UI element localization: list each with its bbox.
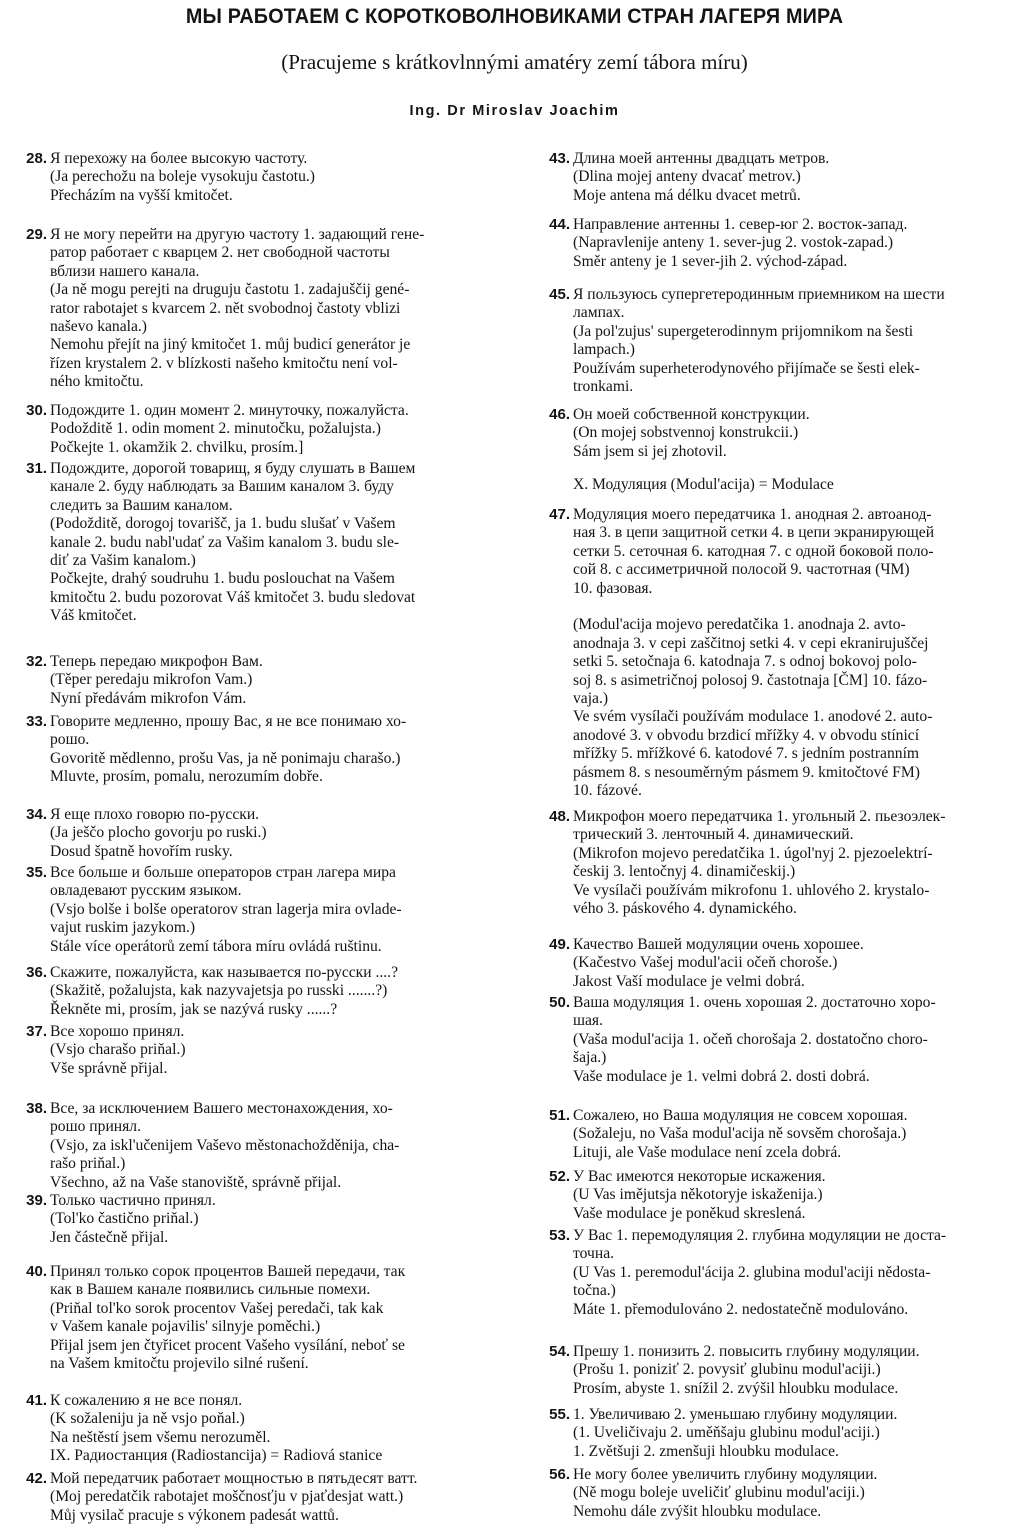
left-column — [14, 150, 520, 1530]
entry-line: Не могу более увеличить глубину модуляции. — [573, 1466, 878, 1483]
entry-line: Принял только сорок процентов Вашей передачи, так — [50, 1263, 406, 1280]
entry-line: Vše správně přijal. — [50, 1059, 168, 1077]
phrase-entry — [537, 150, 1023, 205]
entry-number: 55. — [549, 1406, 570, 1423]
entry-number: 29. — [26, 226, 47, 243]
phrase-entry — [14, 1263, 520, 1373]
entry-line: Sám jsem si jej zhotovil. — [573, 442, 727, 460]
entry-line: (Vsjo bolše i bolše operatorov stran lagerja mira ovlade- — [50, 900, 402, 918]
entry-number: 41. — [26, 1392, 47, 1409]
phrase-entry — [537, 286, 1023, 396]
entry-line: vaja.) — [573, 690, 609, 708]
entry-line: (Sožaleju, no Vaša modul'acija ně sovsěm chorošaja.) — [573, 1125, 907, 1143]
phrase-entry — [14, 1392, 520, 1447]
entry-line: v Vašem kanale pojavilis' silnyje poměchi.) — [50, 1318, 321, 1336]
entry-line: Prosím, abyste 1. snížil 2. zvýšil hloubku modulace. — [573, 1379, 899, 1397]
entry-line: 10. fázové. — [573, 782, 642, 800]
entry-line: vajut ruskim jazykom.) — [50, 919, 196, 937]
entry-number: 31. — [26, 460, 47, 477]
entry-line: (Moj peredatčik rabotajet moščnosťju v pjaťdesjat watt.) — [50, 1488, 404, 1506]
entry-line: rator rabotajet s kvarcem 2. nět svobodnoj častoty vblizi — [50, 299, 401, 317]
entry-line: Он моей собственной конструкции. — [573, 406, 810, 423]
entry-line: Vaše modulace je 1. velmi dobrá 2. dosti dobrá. — [573, 1067, 870, 1085]
entry-line: лампах. — [573, 304, 625, 322]
entry-line: Длина моей антенны двадцать метров. — [573, 150, 830, 167]
entry-number: 36. — [26, 964, 47, 981]
phrase-entry — [537, 1107, 1023, 1162]
entry-line: сетки 5. сеточная 6. катодная 7. с одной боковой поло- — [573, 542, 934, 560]
entry-line: Vaše modulace je poněkud skreslená. — [573, 1204, 806, 1222]
entry-line: (Ja pol'zujus' supergeterodinnym prijomnikom na šesti — [573, 322, 914, 340]
entry-line: Máte 1. přemodulováno 2. nedostatečně modulováno. — [573, 1300, 909, 1318]
entry-line: Počkejte 1. okamžik 2. chvilku, prosím.] — [50, 438, 304, 456]
entry-line: Na neštěstí jsem všemu nerozuměl. — [50, 1428, 271, 1446]
entry-line: (Kačestvo Vašej modul'acii očeň choroše.) — [573, 954, 838, 972]
phrase-entry — [537, 406, 1023, 461]
entry-line: Я пользуюсь супергетеродинным приемником на шести — [573, 286, 945, 303]
phrase-entry — [14, 150, 520, 205]
entry-number: 33. — [26, 713, 47, 730]
entry-line: Ve svém vysílači používám modulace 1. anodové 2. auto- — [573, 708, 933, 726]
entry-line: Сожалею, но Ваша модуляция не совсем хорошая. — [573, 1107, 908, 1124]
phrase-entry — [14, 402, 520, 457]
entry-line: (Skažitě, požalujsta, kak nazyvajetsja po russki .......?) — [50, 982, 388, 1000]
entry-number: 40. — [26, 1263, 47, 1280]
entry-line: 10. фазовая. — [573, 579, 653, 597]
phrase-entry — [537, 216, 1023, 271]
entry-line: Přijal jsem jen čtyřicet procent Vašeho vysílání, neboť se — [50, 1336, 405, 1354]
entry-line: Používám superheterodynového přijímače se šesti elek- — [573, 359, 920, 377]
entry-line: (U Vas iměјutsja někotoryje iskaženija.) — [573, 1186, 823, 1204]
entry-line: Скажите, пожалуйста, как называется по-русски ....? — [50, 964, 399, 981]
entry-line: Направление антенны 1. север-юг 2. восток-запад. — [573, 216, 908, 233]
phrase-entry — [14, 1100, 520, 1192]
entry-line: Только частично принял. — [50, 1192, 216, 1209]
entry-number: 50. — [549, 994, 570, 1011]
entry-line: tronkami. — [573, 378, 634, 396]
entry-line: (Ně mogu boleje uveličiť glubinu modul'aciji.) — [573, 1484, 865, 1502]
entry-line: Подождите 1. один момент 2. минуточку, пожалуйста. — [50, 402, 409, 419]
entry-line: как в Вашем канале появились сильные помехи. — [50, 1281, 371, 1299]
phrase-entry — [537, 994, 1023, 1086]
entry-line: (Vsjo charašo priňal.) — [50, 1041, 186, 1059]
entry-line: Jakost Vaší modulace je velmi dobrá. — [573, 972, 805, 990]
entry-line: канале 2. буду наблюдать за Вашим каналом 3. буду — [50, 478, 394, 496]
phrase-entry — [14, 226, 520, 392]
section-heading: IX. Радиостанция (Radiostancija) = Radiová stanice — [50, 1447, 383, 1464]
entry-line: (Ja perechožu na boleje vysokuju častotu.) — [50, 168, 316, 186]
entry-line: (K sožaleniju ja ně vsjo poňal.) — [50, 1410, 245, 1428]
entry-line: (Prošu 1. poniziť 2. povysiť glubinu modul'aciji.) — [573, 1361, 881, 1379]
phrase-entry — [537, 936, 1023, 991]
entry-line: Модуляция моего передатчика 1. анодная 2. автоанод- — [573, 506, 932, 523]
entry-line: сой 8. с ассиметричной полосой 9. частотная (ЧМ) — [573, 561, 910, 579]
phrase-entry — [14, 460, 520, 626]
entry-number: 30. — [26, 402, 47, 419]
entry-line: Směr anteny je 1 sever-jih 2. východ-západ. — [573, 252, 848, 270]
entry-line: Váš kmitočet. — [50, 607, 137, 625]
entry-line: Moje antena má délku dvacet metrů. — [573, 186, 801, 204]
entry-line: kmitočtu 2. budu pozorovat Váš kmitočet 3. budu sledovat — [50, 588, 416, 606]
entry-line: (Vaša modul'acija 1. očeň chorošaja 2. dostatočno choro- — [573, 1030, 928, 1048]
entry-number: 42. — [26, 1470, 47, 1487]
phrase-entry — [537, 1168, 1023, 1223]
entry-line: овладевают русским языком. — [50, 882, 242, 900]
entry-line: (Vsjo, za iskl'učenijem Vaševo městonachožděnija, cha- — [50, 1136, 400, 1154]
phrase-entry — [14, 1023, 520, 1078]
phrase-entry — [14, 806, 520, 861]
entry-line: na Vašem kmitočtu projevilo silné rušení. — [50, 1355, 309, 1373]
entry-number: 54. — [549, 1343, 570, 1360]
entry-line: setki 5. setočnaja 6. katodnaja 7. s odnoj bokovoj polo- — [573, 653, 917, 671]
entry-number: 46. — [549, 406, 570, 423]
entry-number: 52. — [549, 1168, 570, 1185]
entry-line: (U Vas 1. peremodul'ácija 2. glubina modul'aciji nědostа- — [573, 1263, 931, 1281]
entry-number: 53. — [549, 1227, 570, 1244]
entry-line: vého 3. páskového 4. dynamického. — [573, 900, 797, 918]
entry-line: (Dlina mojej anteny dvacať metrov.) — [573, 168, 801, 186]
phrase-entry — [537, 1406, 1023, 1461]
entry-line: lampach.) — [573, 341, 635, 359]
entry-line: soj 8. s asimetričnoj polosoj 9. častotnaja [ČM] 10. fázo- — [573, 671, 928, 689]
entry-number: 45. — [549, 286, 570, 303]
entry-line: diť za Vašim kanalom.) — [50, 552, 196, 570]
entry-line: ратор работает с кварцем 2. нет свободной частоты — [50, 244, 390, 262]
entry-line: rašo priňal.) — [50, 1155, 126, 1173]
entry-line: У Вас имеются некоторые искажения. — [573, 1168, 826, 1185]
entry-line: (Modul'acija mojevo peredatčika 1. anodnaja 2. avto- — [573, 616, 906, 634]
entry-number: 38. — [26, 1100, 47, 1117]
entry-line — [573, 598, 1023, 616]
entry-line: Počkejte, drahý soudruhu 1. budu poslouchat na Vašem — [50, 570, 395, 588]
entry-line: У Вас 1. перемодуляция 2. глубина модуляции не доста- — [573, 1227, 947, 1244]
entry-line: (On mojej sobstvennoj konstrukcii.) — [573, 424, 799, 442]
phrase-entry — [14, 1192, 520, 1247]
entry-line: Теперь передаю микрофон Вам. — [50, 653, 263, 670]
entry-line: Nemohu přejít na jiný kmitočet 1. můj budicí generátor je — [50, 336, 411, 354]
entry-line: Все, за исключением Вашего местонахождения, хо- — [50, 1100, 393, 1117]
entry-line: (Priňal tol'ko sorok procentov Vašej peredači, tak kak — [50, 1299, 384, 1317]
entry-line: К сожалению я не все понял. — [50, 1392, 243, 1409]
entry-line: řízen krystalem 2. v blízkosti našeho kmitočtu není vol- — [50, 354, 398, 372]
entry-number: 37. — [26, 1023, 47, 1040]
section-heading: X. Модуляция (Modul'acija) = Modulace — [573, 476, 834, 493]
entry-line: Ve vysílači používám mikrofonu 1. uhlového 2. krystalo- — [573, 881, 930, 899]
phrase-entry — [14, 653, 520, 708]
page-title: МЫ РАБОТАЕМ С КОРОТКОВОЛНОВИКАМИ СТРАН ЛАГЕРЯ МИРА — [185, 4, 844, 28]
phrase-entry — [537, 1227, 1023, 1319]
entry-line: Přecházím na vyšší kmitočet. — [50, 186, 233, 204]
entry-line: Nemohu dále zvýšit hloubku modulace. — [573, 1502, 822, 1520]
entry-line: Я не могу перейти на другую частоту 1. задающий гене- — [50, 226, 425, 243]
entry-number: 47. — [549, 506, 570, 523]
entry-line: mřížky 5. mřížkové 6. katodové 7. s jedním postranním — [573, 745, 920, 763]
entry-line: Lituji, ale Vaše modulace není zcela dobrá. — [573, 1143, 842, 1161]
entry-line: Podožditě 1. odin moment 2. minutočku, požalujsta.) — [50, 420, 381, 438]
entry-line: Jen částečně přijal. — [50, 1228, 169, 1246]
entry-line: точна. — [573, 1245, 615, 1263]
phrase-entry — [14, 713, 520, 787]
entry-number: 56. — [549, 1466, 570, 1483]
entry-number: 35. — [26, 864, 47, 881]
entry-line: Подождите, дорогой товарищ, я буду слушать в Вашем — [50, 460, 416, 477]
entry-line: Dosud špatně hovořím rusky. — [50, 842, 233, 860]
entry-line: Прешу 1. понизить 2. повысить глубину модуляции. — [573, 1343, 920, 1360]
entry-line: Качество Вашей модуляции очень хорошее. — [573, 936, 864, 953]
entry-number: 28. — [26, 150, 47, 167]
phrase-entry — [537, 808, 1023, 918]
entry-line: Řekněte mi, prosím, jak se nazývá rusky ......? — [50, 1000, 338, 1018]
entry-line: Všechno, až na Vaše stanoviště, správně přijal. — [50, 1173, 342, 1191]
entry-line: (Podožditě, dorogoj tovarišč, ja 1. budu slušať v Vašem — [50, 515, 396, 533]
entry-line: (Tol'ko častično priňal.) — [50, 1210, 199, 1228]
entry-line: 1. Увеличиваю 2. уменьшаю глубину модуляции. — [573, 1406, 898, 1423]
entry-line: kanale 2. budu nabl'udať za Vašim kanalom 3. budu sle- — [50, 533, 400, 551]
entry-line: рошо принял. — [50, 1118, 141, 1136]
entry-line: českij 3. lentočnyj 4. dinamičeskij.) — [573, 863, 796, 881]
entry-number: 34. — [26, 806, 47, 823]
entry-line: Говорите медленно, прошу Вас, я не все понимаю хо- — [50, 713, 407, 730]
right-column — [537, 150, 1023, 1530]
entry-line: ная 3. в цепи защитной сетки 4. в цепи экранирующей — [573, 524, 935, 542]
entry-line: следить за Вашим каналом. — [50, 496, 233, 514]
entry-line: Govoritě mědlenno, prošu Vas, ja ně ponimaju charašo.) — [50, 749, 401, 767]
entry-number: 48. — [549, 808, 570, 825]
entry-line: točna.) — [573, 1282, 616, 1300]
entry-line: (1. Uveličivaju 2. uměňšaju glubinu modul'aciji.) — [573, 1424, 880, 1442]
entry-line: (Ja ješčo plocho govorju po ruski.) — [50, 824, 267, 842]
entry-line: Я еще плохо говорю по-русски. — [50, 806, 260, 823]
entry-line: (Napravlenije anteny 1. sever-jug 2. vostok-zapad.) — [573, 234, 894, 252]
phrase-entry — [537, 1466, 1023, 1521]
entry-line: вблизи нашего канала. — [50, 262, 200, 280]
entry-line: ného kmitočtu. — [50, 373, 144, 391]
entry-line: рошо. — [50, 731, 90, 749]
entry-line: Все хорошо принял. — [50, 1023, 185, 1040]
entry-line: naševo kanala.) — [50, 318, 147, 336]
entry-line: (Mikrofon mojevo peredatčika 1. úgol'nyj 2. pjezoelektrí- — [573, 844, 933, 862]
entry-number: 43. — [549, 150, 570, 167]
entry-line: Ваша модуляция 1. очень хорошая 2. достаточно хоро- — [573, 994, 936, 1011]
phrase-entry — [14, 864, 520, 956]
entry-line: Мой передатчик работает мощностью в пятьдесят ватт. — [50, 1470, 418, 1487]
entry-line: pásmem 8. s nesouměrným pásmem 9. kmitočtové FM) — [573, 763, 920, 781]
phrase-entry — [537, 1343, 1023, 1398]
phrase-entry — [537, 506, 1023, 801]
entry-number: 44. — [549, 216, 570, 233]
phrase-entry — [14, 1470, 520, 1525]
phrase-entry — [14, 964, 520, 1019]
entry-number: 51. — [549, 1107, 570, 1124]
entry-line: Mluvte, prosím, pomalu, nerozumím dobře. — [50, 768, 323, 786]
entry-line: šaja.) — [573, 1049, 607, 1067]
entry-line: (Ja ně mogu perejti na druguju častotu 1. zadajuščij gené- — [50, 281, 410, 299]
entry-line: Můj vysilač pracuje s výkonem padesát wattů. — [50, 1506, 339, 1524]
entry-line: Nyní předávám mikrofon Vám. — [50, 689, 247, 707]
entry-number: 49. — [549, 936, 570, 953]
entry-line: трический 3. ленточный 4. динамический. — [573, 826, 854, 844]
entry-line: Я перехожу на более высокую частоту. — [50, 150, 308, 167]
entry-line: anodnaja 3. v cepi zaščitnoj setki 4. v cepi ekranirujuščej — [573, 634, 929, 652]
author-line: Ing. Dr Miroslav Joachim — [409, 103, 620, 119]
page-subtitle: (Pracujeme s krátkovlnnými amatéry zemí tábora míru) — [281, 50, 748, 74]
entry-line: шая. — [573, 1012, 603, 1030]
entry-line: anodové 3. v obvodu brzdicí mřížky 4. v obvodu stínicí — [573, 726, 920, 744]
entry-line: Stále více operátorů zemí tábora míru ovládá ruštinu. — [50, 937, 382, 955]
entry-number: 39. — [26, 1192, 47, 1209]
entry-line: Все больше и больше операторов стран лагера мира — [50, 864, 396, 881]
entry-number: 32. — [26, 653, 47, 670]
entry-line: Микрофон моего передатчика 1. угольный 2. пьезоэлек- — [573, 808, 946, 825]
entry-line: 1. Zvětšuji 2. zmenšuji hloubku modulace. — [573, 1442, 839, 1460]
entry-line: (Těper peredaju mikrofon Vam.) — [50, 671, 253, 689]
